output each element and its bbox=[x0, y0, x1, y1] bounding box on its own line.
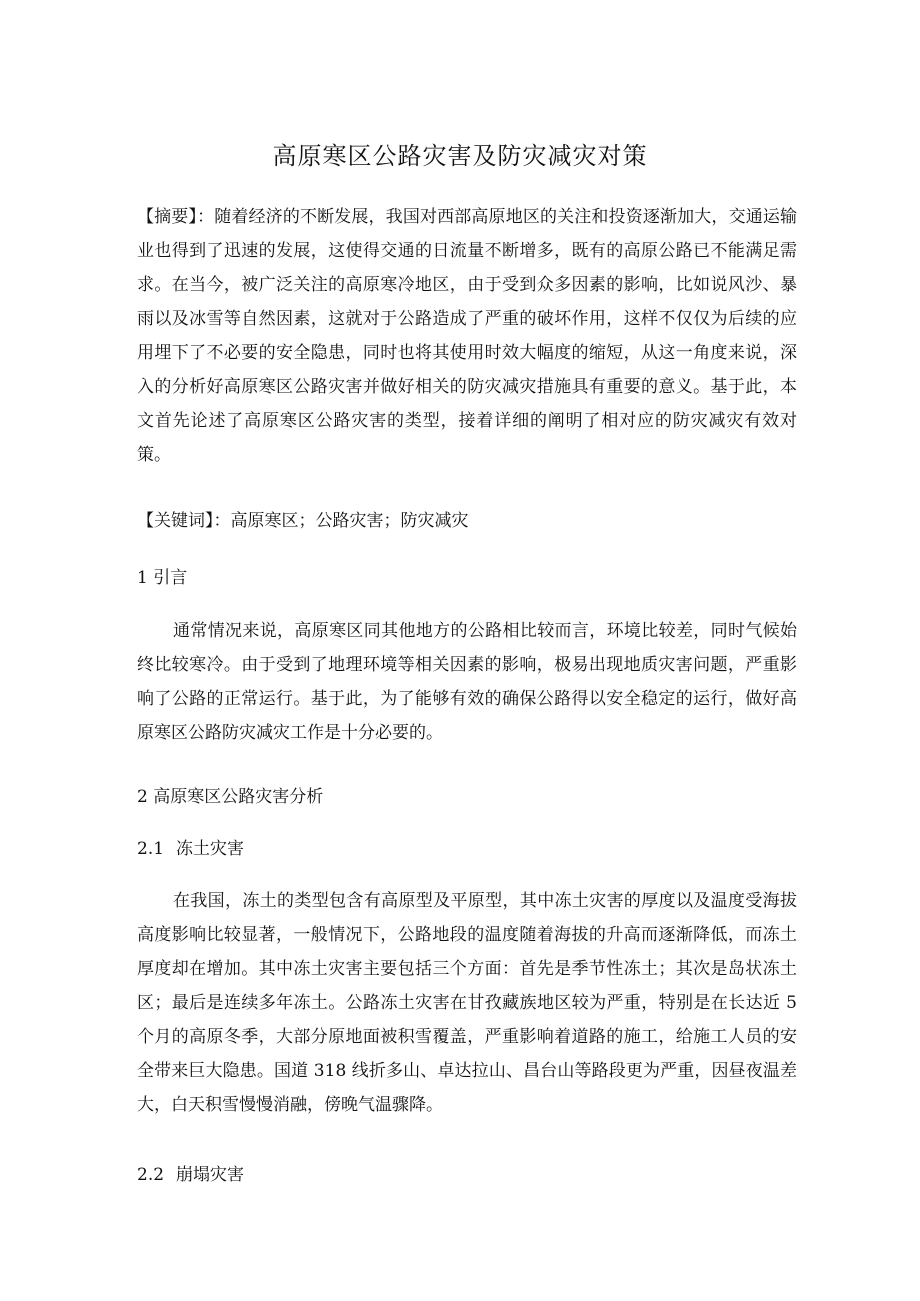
section-2-2-title: 崩塌灾害 bbox=[176, 1165, 245, 1185]
section-2-1-title: 冻土灾害 bbox=[176, 839, 245, 859]
section-1-heading: 1 引言 bbox=[137, 568, 188, 588]
abstract-label: 【摘要】： bbox=[137, 207, 215, 227]
section-2-2-number: 2.2 bbox=[137, 1165, 165, 1185]
section-2-heading: 2 高原寒区公路灾害分析 bbox=[137, 787, 324, 807]
section-2-1-heading bbox=[137, 832, 797, 866]
abstract-text: 随着经济的不断发展，我国对西部高原地区的关注和投资逐渐加大，交通运输业也得到了迅速的发展，这使得交通的日流量不断增多，既有的高原公路已不能满足需求。在当今，被广泛关注的高原寒冷地区，由于受到众多因素的影响，比如说风沙、暴雨以及冰雪等自然因素，这就对于公路造成了严重的破坏作用，这样不仅仅为后续的应用埋下了不必要的安全隐患，同时也将其使用时效大幅度的缩短，从这一角度来说，深入的分析好高原寒区公路灾害并做好相关的防灾减灾措施具有重要的意义。基于此，本文首先论述了高原寒区公路灾害的类型，接着详细的阐明了相对应的防灾减灾有效对策。 bbox=[137, 207, 798, 465]
section-2-2-heading bbox=[137, 1158, 797, 1192]
keywords-paragraph bbox=[137, 504, 797, 538]
document-title: 高原寒区公路灾害及防灾减灾对策 bbox=[272, 142, 648, 170]
section-2-1-paragraph: 在我国，冻土的类型包含有高原型及平原型，其中冻土灾害的厚度以及温度受海拔高度影响比较显著，一般情况下，公路地段的温度随着海拔的升高而逐渐降低，而冻土厚度却在增加。其中冻土灾害主要包括三个方面：首先是季节性冻土；其次是岛状冻土区；最后是连续多年冻土。公路冻土灾害在甘孜藏族地区较为严重，特别是在长达近 5 个月的高原冬季，大部分原地面被积雪覆盖，严重影响着道路的施工，给施工人员的安全带来巨大隐患。国道 318 线折多山、卓达拉山、昌台山等路段更为严重，因昼夜温差大，白天积雪慢慢消融，傍晚气温骤降。 bbox=[137, 891, 797, 1115]
keywords-label: 【关键词】： bbox=[137, 511, 231, 531]
section-1-paragraph: 通常情况来说，高原寒区同其他地方的公路相比较而言，环境比较差，同时气候始终比较寒冷。由于受到了地理环境等相关因素的影响，极易出现地质灾害问题，严重影响了公路的正常运行。基于此，为了能够有效的确保公路得以安全稳定的运行，做好高原寒区公路防灾减灾工作是十分必要的。 bbox=[137, 621, 797, 743]
section-2-1-number: 2.1 bbox=[137, 839, 165, 859]
abstract-paragraph bbox=[137, 200, 797, 472]
keywords-text: 高原寒区；公路灾害；防灾减灾 bbox=[230, 511, 469, 531]
